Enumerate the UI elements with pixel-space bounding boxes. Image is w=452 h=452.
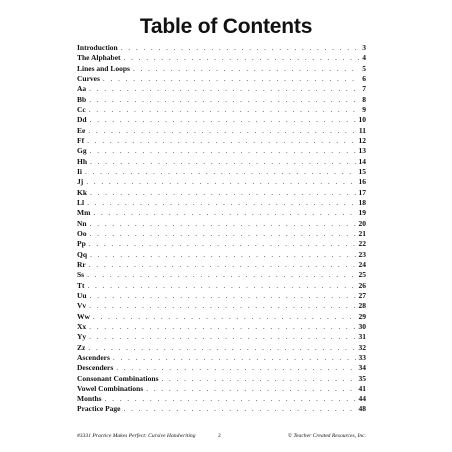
toc-entry-page-number: 29: [358, 311, 366, 321]
footer-copyright: © Teacher Created Resources, Inc.: [287, 433, 366, 439]
toc-entry-label: Descenders: [77, 363, 114, 373]
toc-dot-leader: [93, 208, 356, 218]
toc-dot-leader: [103, 74, 360, 84]
toc-entry[interactable]: [77, 136, 366, 146]
toc-entry-page-number: 25: [358, 270, 366, 280]
toc-entry[interactable]: [77, 394, 366, 404]
toc-entry-label: Lines and Loops: [77, 63, 130, 73]
toc-entry-page-number: 16: [358, 177, 366, 187]
toc-entry[interactable]: [77, 105, 366, 115]
toc-entry-label: Cc: [77, 104, 86, 114]
toc-entry[interactable]: [77, 384, 366, 394]
toc-entry-page-number: 9: [362, 104, 366, 114]
toc-entry-label: Yy: [77, 332, 87, 342]
toc-dot-leader: [87, 136, 356, 146]
toc-entry-label: Vowel Combinations: [77, 383, 144, 393]
toc-entry[interactable]: [77, 322, 366, 332]
toc-entry-page-number: 41: [358, 383, 366, 393]
toc-entry-page-number: 7: [362, 84, 366, 94]
toc-entry-label: Consonant Combinations: [77, 373, 159, 383]
toc-entry-page-number: 11: [358, 125, 366, 135]
toc-dot-leader: [133, 64, 360, 74]
toc-dot-leader: [90, 250, 356, 260]
footer-book-title: #3331 Practice Makes Perfect: Cursive Handwriting: [77, 433, 196, 439]
toc-entry-label: Tt: [77, 280, 85, 290]
toc-entry[interactable]: [77, 332, 366, 342]
toc-entry-page-number: 3: [362, 43, 366, 52]
toc-entry-page-number: 22: [358, 239, 366, 249]
toc-entry-page-number: 23: [358, 249, 366, 259]
toc-dot-leader: [90, 229, 357, 239]
toc-entry[interactable]: [77, 64, 366, 74]
toc-entry-page-number: 34: [358, 363, 366, 373]
toc-entry[interactable]: [77, 374, 366, 384]
toc-entry-page-number: 32: [358, 342, 366, 352]
toc-dot-leader: [93, 312, 357, 322]
toc-entry-label: Oo: [77, 228, 87, 238]
toc-entry-page-number: 28: [358, 301, 366, 311]
toc-dot-leader: [87, 198, 356, 208]
toc-entry-label: Practice Page: [77, 404, 121, 414]
toc-entry-page-number: 24: [358, 259, 366, 269]
table-of-contents-list: [77, 43, 366, 415]
toc-dot-leader: [105, 394, 357, 404]
toc-entry-page-number: 19: [358, 208, 366, 218]
toc-entry[interactable]: [77, 250, 366, 260]
toc-entry[interactable]: [77, 115, 366, 125]
toc-entry-page-number: 48: [358, 404, 366, 414]
toc-dot-leader: [89, 260, 357, 270]
toc-entry-page-number: 21: [358, 228, 366, 238]
toc-entry-label: Hh: [77, 156, 88, 166]
toc-dot-leader: [90, 219, 357, 229]
toc-entry-page-number: 33: [358, 352, 366, 362]
toc-entry[interactable]: [77, 157, 366, 167]
toc-entry[interactable]: [77, 126, 366, 136]
toc-entry[interactable]: [77, 95, 366, 105]
toc-entry-label: Ff: [77, 135, 85, 145]
toc-entry[interactable]: [77, 74, 366, 84]
toc-dot-leader: [89, 332, 356, 342]
toc-entry[interactable]: [77, 404, 366, 414]
toc-dot-leader: [90, 188, 356, 198]
toc-entry-label: Gg: [77, 146, 87, 156]
toc-dot-leader: [90, 115, 357, 125]
toc-dot-leader: [124, 404, 357, 414]
toc-entry[interactable]: [77, 53, 366, 63]
toc-entry-page-number: 27: [358, 290, 366, 300]
toc-dot-leader: [161, 374, 356, 384]
toc-entry-label: Ww: [77, 311, 90, 321]
page-footer: [77, 431, 366, 441]
toc-entry-label: Ll: [77, 197, 85, 207]
toc-entry-page-number: 20: [358, 218, 366, 228]
toc-entry[interactable]: [77, 43, 366, 53]
toc-entry[interactable]: [77, 219, 366, 229]
toc-dot-leader: [124, 53, 361, 63]
toc-entry[interactable]: [77, 229, 366, 239]
toc-dot-leader: [90, 291, 357, 301]
toc-entry-page-number: 26: [358, 280, 366, 290]
toc-entry[interactable]: [77, 146, 366, 156]
toc-entry-label: Dd: [77, 115, 87, 125]
toc-dot-leader: [89, 95, 360, 105]
toc-entry[interactable]: [77, 301, 366, 311]
toc-dot-leader: [88, 281, 357, 291]
toc-entry-page-number: 31: [358, 332, 366, 342]
toc-entry-label: Jj: [77, 177, 84, 187]
toc-entry-label: Months: [77, 394, 102, 404]
toc-dot-leader: [88, 126, 357, 136]
toc-entry[interactable]: [77, 363, 366, 373]
page-title: Table of Contents: [139, 15, 313, 38]
toc-dot-leader: [85, 167, 356, 177]
toc-entry-page-number: 14: [358, 156, 366, 166]
toc-entry-label: Curves: [77, 73, 100, 83]
toc-entry-label: Vv: [77, 301, 87, 311]
toc-entry-page-number: 12: [358, 135, 366, 145]
toc-entry-page-number: 6: [362, 73, 366, 83]
toc-entry-page-number: 5: [362, 63, 366, 73]
toc-entry-label: Introduction: [77, 43, 118, 52]
toc-dot-leader: [113, 353, 357, 363]
toc-entry[interactable]: [77, 198, 366, 208]
toc-entry[interactable]: [77, 343, 366, 353]
footer-page-number: 2: [218, 433, 221, 439]
toc-entry-page-number: 18: [358, 197, 366, 207]
toc-entry[interactable]: [77, 312, 366, 322]
toc-entry-label: Ii: [77, 166, 83, 176]
toc-entry[interactable]: [77, 188, 366, 198]
toc-entry[interactable]: [77, 208, 366, 218]
toc-dot-leader: [146, 384, 356, 394]
toc-entry[interactable]: [77, 167, 366, 177]
toc-entry-page-number: 15: [358, 166, 366, 176]
toc-entry-page-number: 4: [362, 53, 366, 63]
toc-entry-label: Ee: [77, 125, 86, 135]
toc-dot-leader: [90, 146, 357, 156]
toc-entry-label: Pp: [77, 239, 86, 249]
toc-entry-label: Mm: [77, 208, 91, 218]
toc-entry-label: Qq: [77, 249, 88, 259]
toc-dot-leader: [86, 177, 356, 187]
toc-entry-label: Nn: [77, 218, 87, 228]
toc-entry[interactable]: [77, 84, 366, 94]
toc-entry-label: Bb: [77, 94, 87, 104]
toc-entry-page-number: 8: [362, 94, 366, 104]
toc-dot-leader: [89, 301, 356, 311]
toc-dot-leader: [88, 343, 356, 353]
toc-entry[interactable]: [77, 177, 366, 187]
toc-entry-label: Zz: [77, 342, 86, 352]
toc-entry-label: Uu: [77, 290, 87, 300]
toc-entry-page-number: 10: [358, 115, 366, 125]
toc-dot-leader: [89, 322, 356, 332]
toc-entry-label: Ss: [77, 270, 85, 280]
toc-dot-leader: [89, 84, 360, 94]
toc-dot-leader: [90, 157, 356, 167]
toc-entry[interactable]: [77, 291, 366, 301]
toc-entry-label: Xx: [77, 321, 87, 331]
toc-entry-label: Aa: [77, 84, 87, 94]
toc-entry-label: Rr: [77, 259, 86, 269]
toc-entry[interactable]: [77, 270, 366, 280]
toc-dot-leader: [89, 105, 361, 115]
toc-entry-page-number: 30: [358, 321, 366, 331]
toc-entry[interactable]: [77, 260, 366, 270]
toc-entry[interactable]: [77, 353, 366, 363]
toc-entry-page-number: 44: [358, 394, 366, 404]
toc-dot-leader: [89, 239, 357, 249]
toc-dot-leader: [121, 43, 361, 53]
toc-entry-label: Ascenders: [77, 352, 110, 362]
toc-entry-page-number: 13: [358, 146, 366, 156]
toc-entry[interactable]: [77, 239, 366, 249]
toc-entry-page-number: 35: [358, 373, 366, 383]
toc-dot-leader: [87, 270, 356, 280]
toc-entry[interactable]: [77, 281, 366, 291]
toc-entry-label: Kk: [77, 187, 88, 197]
toc-dot-leader: [116, 363, 356, 373]
toc-entry-label: The Alphabet: [77, 53, 121, 63]
toc-entry-page-number: 17: [358, 187, 366, 197]
